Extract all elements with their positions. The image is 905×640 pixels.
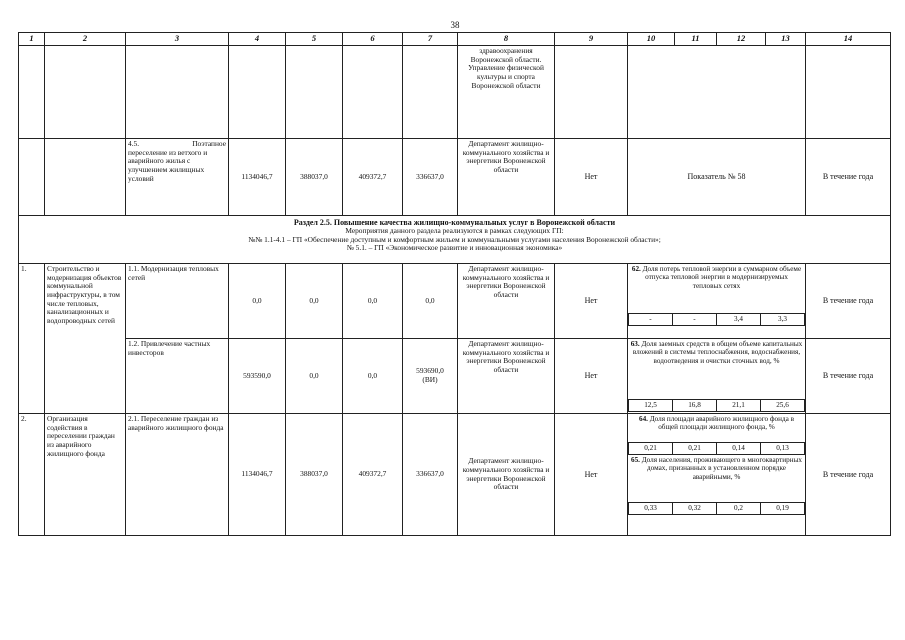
section-header-row bbox=[19, 216, 891, 264]
indicator-text: 65. Доля населения, проживающего в многоквартирных домах, признанных в установленном порядке аварийными, % bbox=[630, 456, 803, 481]
indicator-value: 0,21 bbox=[673, 443, 717, 455]
col-num: 8 bbox=[458, 33, 555, 46]
value-cell: 0,0 bbox=[403, 264, 458, 339]
term-cell: В течение года bbox=[806, 414, 891, 536]
indicator-value: 25,6 bbox=[761, 400, 805, 412]
value-cell: 388037,0 bbox=[286, 139, 343, 216]
indicator-value: 3,4 bbox=[717, 314, 761, 326]
section-title: Раздел 2.5. Повышение качества жилищно-коммунальных услуг в Воронежской области bbox=[293, 218, 616, 227]
term-cell: В течение года bbox=[806, 139, 891, 216]
executor-cell: Департамент жилищно-коммунального хозяйства и энергетики Воронежской области bbox=[458, 264, 555, 339]
col-num: 14 bbox=[806, 33, 891, 46]
measure-cell: 4.5. Поэтапное переселение из ветхого и аварийного жилья с улучшением жилищных условий bbox=[126, 139, 229, 216]
col-num: 10 bbox=[628, 33, 675, 46]
indicator-cell bbox=[628, 339, 806, 414]
indicator-value: 0,19 bbox=[761, 503, 805, 515]
table-row-2 bbox=[19, 414, 891, 536]
col-num: 4 bbox=[229, 33, 286, 46]
indicator-values bbox=[628, 399, 805, 412]
activity-title: Строительство и модернизация объектов коммунальной инфраструктуры, в том числе тепловых, канализационных и водопроводных сетей bbox=[45, 264, 126, 414]
indicator-value: - bbox=[629, 314, 673, 326]
measure-cell: 1.1. Модернизация тепловых сетей bbox=[126, 264, 229, 339]
indicator-cell bbox=[628, 264, 806, 339]
indicator-value: 16,8 bbox=[673, 400, 717, 412]
table-row-1-1 bbox=[19, 264, 891, 339]
executor-cell: Департамент жилищно-коммунального хозяйства и энергетики Воронежской области bbox=[458, 139, 555, 216]
indicator-value: 3,3 bbox=[761, 314, 805, 326]
indicator-values bbox=[628, 313, 805, 326]
col-num: 11 bbox=[675, 33, 717, 46]
value-cell: 1134046,7 bbox=[229, 414, 286, 536]
indicator-cell bbox=[628, 414, 806, 536]
col9-cell: Нет bbox=[555, 139, 628, 216]
continuation-row bbox=[19, 46, 891, 139]
row-number: 1. bbox=[19, 264, 45, 414]
indicator-values bbox=[628, 442, 805, 455]
section-line: № 5.1. – ГП «Экономическое развитие и инновационная экономика» bbox=[346, 243, 563, 253]
col-num: 13 bbox=[766, 33, 806, 46]
indicator-text: 62. Доля потерь тепловой энергии в суммарном объеме отпуска тепловой энергии в модернизируемых тепловых сетях bbox=[631, 265, 802, 290]
measure-cell: 2.1. Переселение граждан из аварийного жилищного фонда bbox=[126, 414, 229, 536]
table-row-4-5 bbox=[19, 139, 891, 216]
value-cell: 336637,0 bbox=[403, 414, 458, 536]
col9-cell: Нет bbox=[555, 339, 628, 414]
term-cell: В течение года bbox=[806, 339, 891, 414]
page-number: 38 bbox=[450, 20, 460, 30]
row-number: 2. bbox=[19, 414, 45, 536]
value-cell: 0,0 bbox=[229, 264, 286, 339]
term-cell: В течение года bbox=[806, 264, 891, 339]
indicator-value: 0,14 bbox=[717, 443, 761, 455]
col-num: 5 bbox=[286, 33, 343, 46]
value-cell: 0,0 bbox=[286, 339, 343, 414]
section-line: №№ 1.1-4.1 – ГП «Обеспечение доступным и комфортным жильем и коммунальными услугами населения Воронежской области»; bbox=[248, 234, 661, 244]
indicator-text: 64. Доля площади аварийного жилищного фонда в общей площади жилищного фонда, % bbox=[638, 415, 794, 432]
col9-cell: Нет bbox=[555, 414, 628, 536]
indicator-cell: Показатель № 58 bbox=[628, 139, 806, 216]
value-cell: 0,0 bbox=[343, 339, 403, 414]
value-cell: 409372,7 bbox=[343, 414, 403, 536]
col-num: 2 bbox=[45, 33, 126, 46]
indicator-value: 0,13 bbox=[761, 443, 805, 455]
indicator-text: 63. Доля заемных средств в общем объеме капитальных вложений в системы теплоснабжения, водоснабжения, водоотведения и очистки сточных вод, % bbox=[630, 340, 803, 365]
value-cell: 593590,0 bbox=[229, 339, 286, 414]
value-cell: 388037,0 bbox=[286, 414, 343, 536]
col-num: 1 bbox=[19, 33, 45, 46]
indicator-value: 0,33 bbox=[629, 503, 673, 515]
col-num: 7 bbox=[403, 33, 458, 46]
column-number-row bbox=[19, 33, 891, 46]
measure-cell: 1.2. Привлечение частных инвесторов bbox=[126, 339, 229, 414]
executor-cell: Департамент жилищно-коммунального хозяйства и энергетики Воронежской области bbox=[458, 414, 555, 536]
value-cell: 336637,0 bbox=[403, 139, 458, 216]
indicator-value: - bbox=[673, 314, 717, 326]
value-cell: 0,0 bbox=[343, 264, 403, 339]
section-line: Мероприятия данного раздела реализуются в рамках следующих ГП: bbox=[345, 226, 564, 236]
activity-title: Организация содействия в переселении граждан из аварийного жилищного фонда bbox=[45, 414, 126, 536]
executor-cell: здравоохранения Воронежской области. Управление физической культуры и спорта Воронежской области bbox=[458, 46, 555, 139]
col-num: 6 bbox=[343, 33, 403, 46]
table-row-1-2 bbox=[19, 339, 891, 414]
indicator-value: 0,32 bbox=[673, 503, 717, 515]
value-cell: 1134046,7 bbox=[229, 139, 286, 216]
indicator-values bbox=[628, 502, 805, 515]
program-table bbox=[18, 32, 891, 536]
indicator-value: 0,2 bbox=[717, 503, 761, 515]
col-num: 9 bbox=[555, 33, 628, 46]
value-cell: 409372,7 bbox=[343, 139, 403, 216]
executor-cell: Департамент жилищно-коммунального хозяйства и энергетики Воронежской области bbox=[458, 339, 555, 414]
col-num: 3 bbox=[126, 33, 229, 46]
section-header bbox=[19, 216, 891, 264]
indicator-value: 21,1 bbox=[717, 400, 761, 412]
indicator-value: 12,5 bbox=[629, 400, 673, 412]
col-num: 12 bbox=[717, 33, 766, 46]
value-cell: 593690,0 (ВИ) bbox=[403, 339, 458, 414]
indicator-value: 0,21 bbox=[629, 443, 673, 455]
col9-cell: Нет bbox=[555, 264, 628, 339]
value-cell: 0,0 bbox=[286, 264, 343, 339]
